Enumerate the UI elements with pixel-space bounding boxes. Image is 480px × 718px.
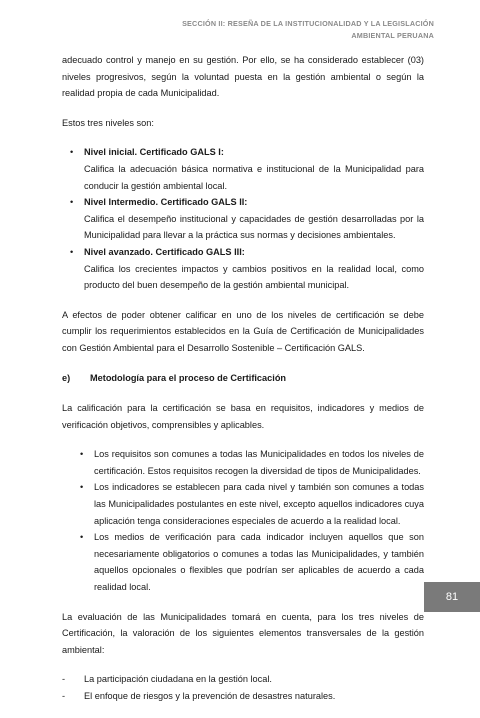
page-number-tab [424, 582, 480, 612]
list-item [80, 529, 424, 595]
list-item [70, 244, 424, 294]
dash-marker: - [62, 691, 66, 701]
bullet-icon: • [80, 482, 84, 493]
list-item [62, 688, 424, 705]
section-e-title: Metodología para el proceso de Certificación [90, 372, 287, 383]
level-title: Nivel Intermedio. Certificado GALS II: [84, 197, 248, 208]
document-body [62, 52, 424, 718]
bullet-icon: • [80, 449, 84, 460]
element-text: La participación ciudadana en la gestión local. [84, 674, 272, 685]
section-e-letter: e) [62, 372, 71, 383]
elements-list [62, 671, 424, 704]
list-item [70, 144, 424, 194]
levels-list [62, 144, 424, 293]
level-text: Califica los crecientes impactos y cambios positivos en la realidad local, como producto del buen desempeño de la gestión ambiental municipal. [84, 263, 424, 291]
section-header-line2: AMBIENTAL PERUANA [351, 31, 434, 40]
requirements-list [72, 446, 424, 595]
level-text: Califica el desempeño institucional y capacidades de gestión desarrolladas por la Municipalidad para llevar a la práctica sus normas y decisiones ambientales. [84, 213, 424, 241]
requirement-text: Los indicadores se establecen para cada nivel y también son comunes a todas las Municipalidades postulantes en este nivel, excepto aquellos indicadores cuya aplicación tenga consideraciones especiales de acuerdo a la realidad local. [94, 482, 424, 526]
level-text: Califica la adecuación básica normativa e institucional de la Municipalidad para conducir la gestión ambiental local. [84, 163, 424, 191]
element-text: El enfoque de riesgos y la prevención de desastres naturales. [84, 691, 336, 701]
section-e-heading [62, 370, 424, 387]
dash-marker: - [62, 674, 66, 685]
page-number: 81 [445, 591, 459, 603]
section-header-line1: SECCIÓN II: RESEÑA DE LA INSTITUCIONALIDAD Y LA LEGISLACIÓN [182, 19, 434, 28]
paragraph-intro: adecuado control y manejo en su gestión. Por ello, se ha considerado establecer (03) niveles progresivos, según la voluntad puesta en la gestión ambiental o según la realidad propia de cada Municipalidad. [62, 55, 424, 99]
level-title: Nivel avanzado. Certificado GALS III: [84, 246, 245, 257]
bullet-icon: • [70, 246, 74, 257]
section-header [182, 18, 434, 42]
list-item [80, 479, 424, 529]
paragraph-evaluacion: La evaluación de las Municipalidades tomará en cuenta, para los tres niveles de Certificación, la valoración de los siguientes elementos transversales de la gestión ambiental: [62, 611, 424, 655]
list-item [80, 446, 424, 479]
list-item [62, 671, 424, 688]
list-item [70, 194, 424, 244]
paragraph-levels-lead: Estos tres niveles son: [62, 117, 154, 128]
bullet-icon: • [70, 197, 74, 208]
paragraph-requirements: A efectos de poder obtener calificar en uno de los niveles de certificación se debe cumplir los requerimientos establecidos en la Guía de Certificación de Municipalidades con Gestión Ambiental para el Desarrollo Sostenible – Certificación GALS. [62, 309, 424, 353]
level-title: Nivel inicial. Certificado GALS I: [84, 147, 224, 158]
paragraph-calificacion: La calificación para la certificación se basa en requisitos, indicadores y medios de verificación objetivos, comprensibles y aplicables. [62, 403, 424, 430]
requirement-text: Los medios de verificación para cada indicador incluyen aquellos que son necesariamente obligatorios o comunes a todas las Municipalidades, y también aquellos opcionales o flexibles que podrían ser aplicables de acuerdo a cada realidad local. [94, 532, 424, 593]
bullet-icon: • [80, 532, 84, 543]
requirement-text: Los requisitos son comunes a todas las Municipalidades en todos los niveles de certificación. Estos requisitos recogen la diversidad de tipos de Municipalidades. [94, 449, 424, 476]
bullet-icon: • [70, 147, 74, 158]
